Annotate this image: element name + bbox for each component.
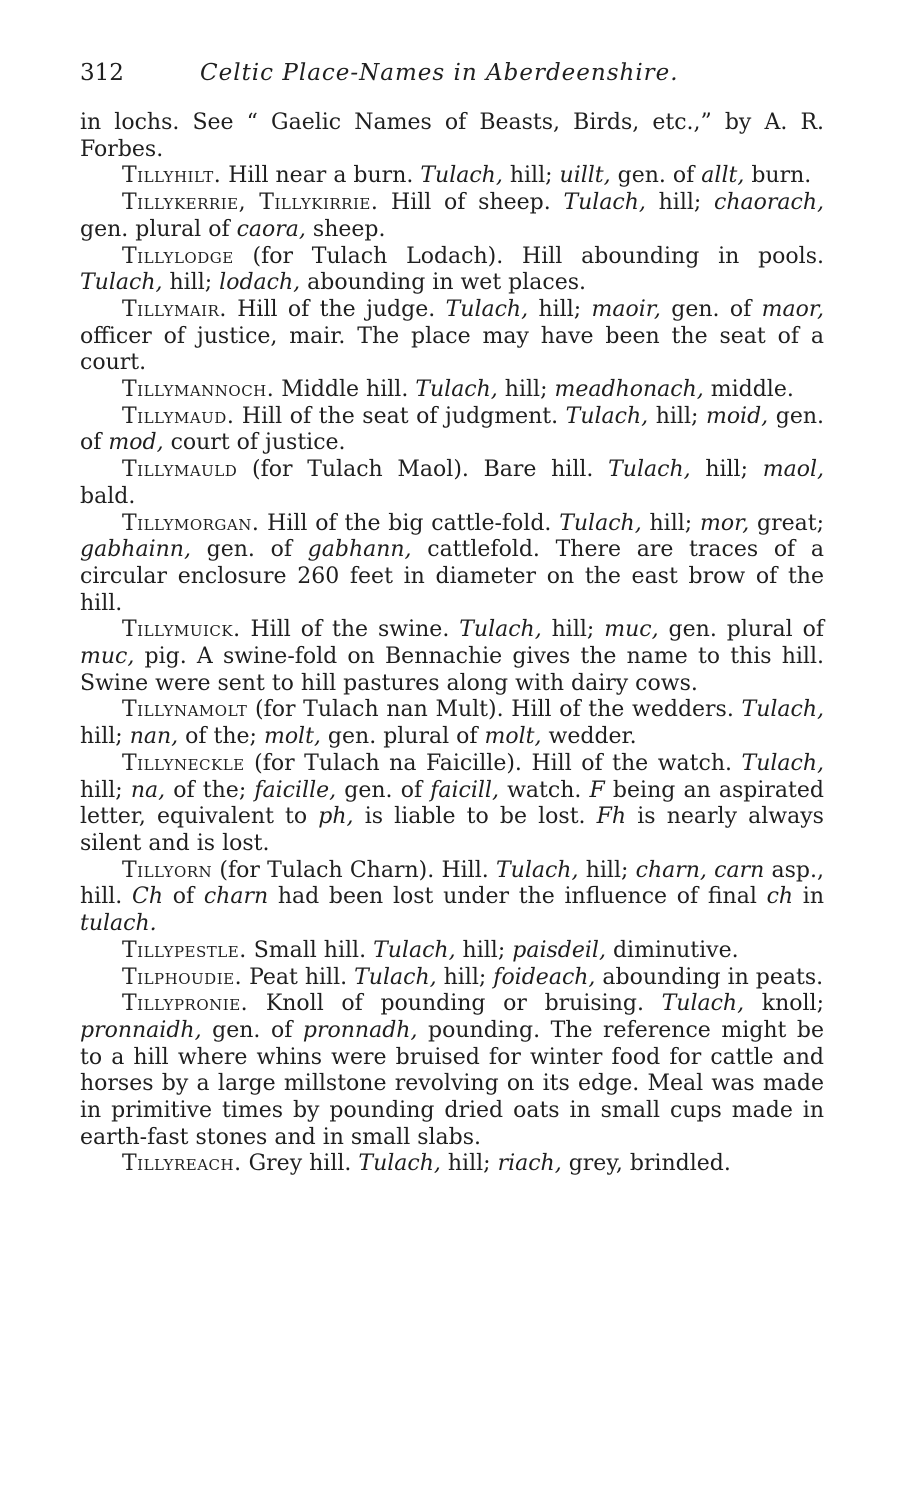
text-run: gen. of	[336, 777, 431, 803]
entry-headword: Tillymair.	[122, 296, 227, 322]
text-run: Hill of sheep.	[378, 190, 564, 216]
text-run: Hill of the swine.	[240, 617, 460, 643]
text-run: gen. of	[80, 403, 824, 456]
text-run: hill;	[578, 857, 636, 883]
italic-term: maoir,	[591, 296, 661, 322]
text-run: (for Tulach nan Mult). Hill of the wedders.	[247, 697, 742, 723]
entry-headword: Tillymorgan.	[122, 510, 260, 536]
italic-term: moid,	[705, 403, 769, 429]
text-run: pig. A swine-fold on Bennachie gives the name to this hill. Swine were sent to hill pastures along with dairy cows.	[80, 644, 824, 696]
text-run: gen. of	[610, 163, 702, 189]
text-run: hill;	[690, 457, 763, 483]
italic-term: ph,	[318, 804, 354, 830]
text-run: sheep.	[305, 216, 386, 242]
text-run: grey, brindled.	[561, 1151, 731, 1177]
body-text	[80, 110, 824, 1178]
text-run: in lochs. See “ Gaelic Names of Beasts, Birds, etc.,” by A. R. Forbes.	[80, 110, 824, 162]
page-number: 312	[80, 60, 124, 86]
entry-headword: Tillyneckle	[122, 750, 245, 776]
text-run: hill;	[497, 377, 555, 403]
italic-term: maol,	[762, 457, 824, 483]
italic-term: Tulach,	[608, 457, 691, 483]
entry-paragraph	[80, 751, 824, 858]
entry-headword: Tillyreach.	[122, 1151, 242, 1177]
text-run: gen. plural of	[320, 724, 485, 750]
entry-paragraph	[80, 1151, 824, 1178]
running-title: Celtic Place-Names in Aberdeenshire.	[200, 60, 679, 86]
entry-paragraph	[80, 190, 824, 243]
text-run: hill;	[645, 190, 715, 216]
text-run: gen. of	[660, 296, 762, 322]
text-run: Hill of the seat of judgment.	[234, 403, 566, 429]
text-run: hill;	[436, 964, 494, 990]
text-run: pounding. The reference might be to a hill where whins were bruised for winter food for cattle and horses by a large millstone revolving on its edge. Meal was made in primitive times by pounding dried oats in small cups made in earth-fast stones and in small slabs.	[80, 1017, 824, 1150]
text-run: in	[793, 884, 825, 910]
italic-term: faicill,	[430, 777, 499, 803]
italic-term: Tulach,	[495, 857, 579, 883]
text-run: is liable to be lost.	[353, 804, 597, 830]
italic-term: mod,	[108, 430, 164, 456]
italic-term: carn	[714, 857, 765, 883]
italic-term: molt,	[263, 724, 321, 750]
italic-term: muc,	[604, 617, 659, 643]
text-run: is nearly always silent and is lost.	[80, 804, 824, 856]
entry-paragraph	[80, 297, 824, 377]
italic-term: foideach,	[493, 964, 596, 990]
italic-term: riach,	[497, 1151, 562, 1177]
entry-headword: Tillyorn	[122, 857, 213, 883]
italic-term: caora,	[236, 216, 306, 242]
italic-term: Tulach,	[373, 937, 456, 963]
entry-headword: Tillymaud.	[122, 403, 235, 429]
italic-term: maor,	[761, 296, 824, 322]
entry-paragraph	[80, 457, 824, 510]
italic-term: Tulach,	[358, 1151, 441, 1177]
entry-paragraph	[80, 938, 824, 965]
text-run: Small hill.	[246, 937, 374, 963]
text-run: court of justice.	[163, 430, 346, 456]
text-run: abounding in wet places.	[300, 270, 587, 296]
text-run: hill;	[455, 937, 513, 963]
entry-paragraph	[80, 617, 824, 697]
italic-term: Ch	[132, 884, 164, 910]
italic-term: tulach.	[80, 911, 157, 937]
entry-headword: Tillymannoch.	[122, 377, 275, 403]
text-run: Grey hill.	[241, 1151, 359, 1177]
italic-term: Tulach,	[80, 270, 163, 296]
text-run: hill;	[528, 296, 592, 322]
italic-term: pronnaidh,	[80, 1017, 202, 1043]
italic-term: faicille,	[254, 777, 337, 803]
entry-paragraph	[80, 163, 824, 190]
italic-term: meadhonach,	[554, 377, 704, 403]
entry-paragraph	[80, 377, 824, 404]
italic-term: Tulach,	[459, 617, 542, 643]
italic-term: paisdeil,	[512, 937, 606, 963]
entry-paragraph	[80, 697, 824, 750]
entry-paragraph	[80, 244, 824, 297]
text-run: middle.	[703, 377, 794, 403]
italic-term: nan,	[129, 724, 179, 750]
text-run: great;	[749, 510, 825, 536]
italic-term: Tulach,	[565, 403, 649, 429]
text-run: watch.	[498, 777, 590, 803]
entry-paragraph	[80, 404, 824, 457]
text-run: abounding in peats.	[595, 964, 824, 990]
text-run: hill;	[502, 163, 560, 189]
text-run: burn.	[744, 163, 812, 189]
text-run: Peat hill.	[242, 964, 355, 990]
text-run: Hill of the big cattle-fold.	[259, 510, 560, 536]
entry-headword: Tillypestle.	[122, 937, 247, 963]
italic-term: Tulach,	[415, 377, 498, 403]
continuation-paragraph	[80, 110, 824, 163]
text-run: hill;	[80, 777, 131, 803]
text-run: of	[163, 884, 204, 910]
entry-paragraph	[80, 858, 824, 938]
italic-term: charn	[203, 884, 269, 910]
italic-term: Fh	[596, 804, 627, 830]
italic-term: uillt,	[559, 163, 611, 189]
italic-term: Tulach,	[741, 697, 824, 723]
entry-headword: Tillylodge	[122, 243, 234, 269]
italic-term: gabhainn,	[80, 537, 191, 563]
italic-term: charn,	[635, 857, 707, 883]
italic-term: ch	[766, 884, 794, 910]
italic-term: Tulach,	[445, 296, 529, 322]
italic-term: Tulach,	[661, 991, 745, 1017]
text-run: of the;	[178, 724, 264, 750]
text-run: gen. plural of	[80, 216, 237, 242]
entry-headword: Tillypronie.	[122, 991, 249, 1017]
text-run: (for Tulach Maol). Bare hill.	[237, 457, 609, 483]
italic-term: allt,	[701, 163, 745, 189]
text-run: hill;	[440, 1151, 498, 1177]
italic-term: na,	[130, 777, 166, 803]
italic-term: Tulach,	[563, 190, 646, 216]
entry-paragraph	[80, 991, 824, 1151]
entry-headword: Tilphoudie.	[122, 964, 243, 990]
text-run: Middle hill.	[274, 377, 416, 403]
entry-headword: Tillyhilt.	[122, 163, 222, 189]
text-run: Knoll of pounding or bruising.	[248, 991, 662, 1017]
italic-term: Tulach,	[559, 510, 642, 536]
italic-term: pronnadh,	[302, 1017, 418, 1043]
text-run: hill;	[541, 617, 605, 643]
italic-term: Tulach,	[741, 750, 824, 776]
entry-paragraph	[80, 511, 824, 618]
text-run: being an aspirated letter, equivalent to	[80, 777, 824, 830]
text-run: (for Tulach Charn). Hill.	[212, 857, 496, 883]
entry-headword: Tillymuick.	[122, 617, 241, 643]
text-run: cattlefold. There are traces of a circular enclosure 260 feet in diameter on the east brow of the hill.	[80, 537, 825, 616]
text-run: gen. plural of	[658, 617, 824, 643]
text-run: hill;	[641, 510, 701, 536]
entry-headword: Tillynamolt	[122, 697, 248, 723]
page-header	[80, 58, 840, 88]
text-run: (for Tulach na Faicille). Hill of the watch.	[244, 750, 742, 776]
text-run: hill;	[80, 724, 130, 750]
italic-term: muc,	[80, 644, 135, 670]
entry-paragraph	[80, 965, 824, 992]
text-run: gen. of	[190, 537, 308, 563]
italic-term: Tulach,	[354, 964, 437, 990]
italic-term: mor,	[700, 510, 750, 536]
italic-term: Tulach,	[420, 163, 503, 189]
text-run: of the;	[165, 777, 255, 803]
text-run: had been lost under the influence of final	[268, 884, 767, 910]
text-run: (for Tulach Lodach). Hill abounding in pools.	[233, 243, 824, 269]
text-run: knoll;	[744, 991, 824, 1017]
italic-term: lodach,	[219, 270, 301, 296]
entry-headword: Tillymauld	[122, 457, 238, 483]
entry-headword: Tillykerrie, Tillykirrie.	[122, 190, 379, 216]
italic-term: chaorach,	[714, 190, 824, 216]
text-run: gen. of	[201, 1017, 303, 1043]
text-run: hill;	[162, 270, 220, 296]
text-run: officer of justice, mair. The place may have been the seat of a court.	[80, 323, 824, 376]
text-run: diminutive.	[605, 937, 739, 963]
text-run: bald.	[80, 483, 136, 509]
italic-term: gabhann,	[307, 537, 412, 563]
text-run: Hill of the judge.	[226, 296, 446, 322]
italic-term: F	[589, 777, 605, 803]
text-run: wedder.	[541, 724, 637, 750]
italic-term: molt,	[484, 724, 542, 750]
text-run: asp., hill.	[80, 857, 824, 910]
text-run: hill;	[648, 403, 706, 429]
text-run: Hill near a burn.	[221, 163, 421, 189]
